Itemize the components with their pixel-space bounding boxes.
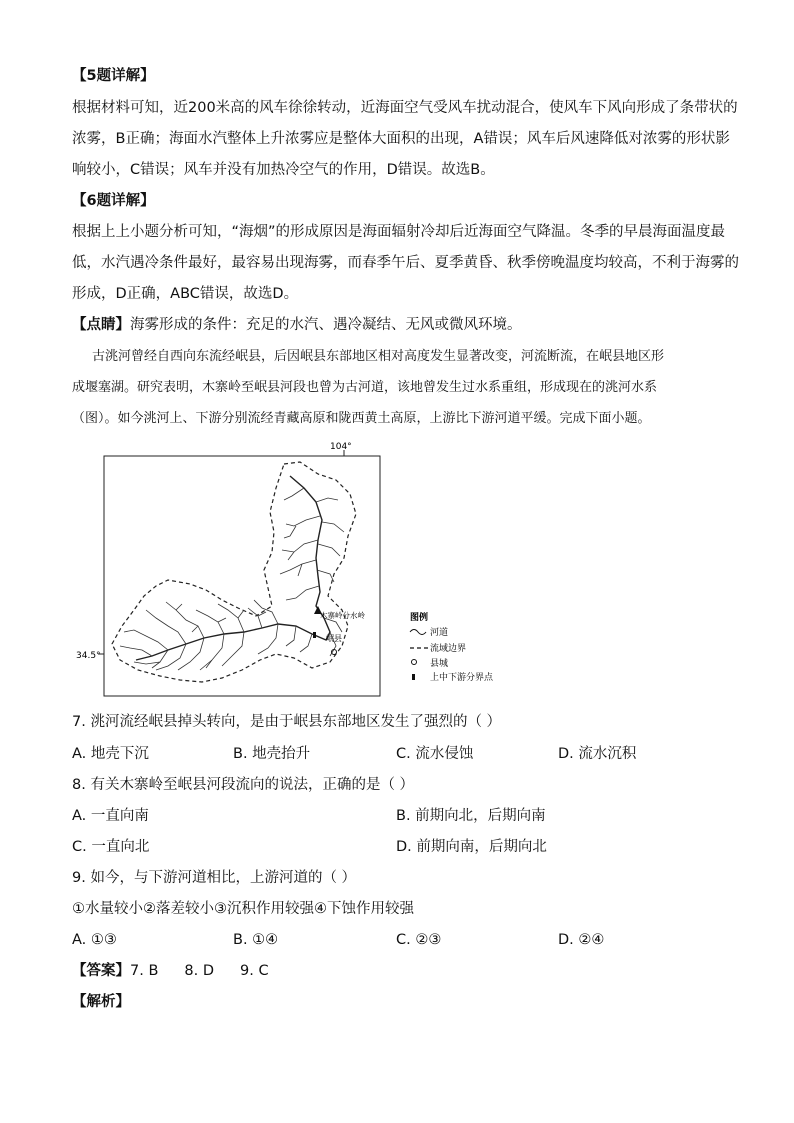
q7-option-b: B. 地壳抬升 (233, 746, 311, 762)
legend-county: 县城 (430, 659, 449, 669)
passage-line-2: 成堰塞湖。研究表明，木寨岭至岷县河段也曾为古河道，该地曾发生过水系重组，形成现在的洮河水系 (72, 380, 658, 395)
analysis-label: 【解析】 (72, 994, 130, 1010)
q8-option-a: A. 一直向南 (72, 808, 149, 824)
q5-line-3: 响较小，C错误；风车并没有加热冷空气的作用，D错误。故选B。 (72, 162, 495, 178)
q6-line-2: 低，水汽遇冷条件最好，最容易出现海雾，而春季午后、夏季黄昏、秋季傍晚温度均较高，不利于海雾的 (72, 255, 739, 271)
latitude-label: 34.5° (76, 651, 101, 661)
q7-option-d: D. 流水沉积 (558, 746, 637, 762)
q9-statements: ①水量较小②落差较小③沉积作用较强④下蚀作用较强 (72, 901, 414, 917)
q9-option-a: A. ①③ (72, 932, 117, 948)
answer-label: 【答案】 (72, 963, 130, 979)
passage-line-3: （图）。如今洮河上、下游分别流经青藏高原和陇西黄土高原，上游比下游河道平缓。完成下面小题。 (72, 411, 651, 426)
q7-stem: 7. 洮河流经岷县掉头转向，是由于岷县东部地区发生了强烈的（ ） (72, 714, 502, 730)
tributaries-north (280, 488, 344, 600)
q6-heading: 【6题详解】 (72, 193, 155, 209)
dianjing-text: 海雾形成的条件：充足的水汽、遇冷凝结、无风或微风环境。 (130, 317, 522, 333)
map-legend (410, 611, 494, 683)
q8-stem: 8. 有关木寨岭至岷县河段流向的说法，正确的是（ ） (72, 777, 415, 793)
county-label: 岷县 (326, 634, 342, 643)
answer-7: 7. B (130, 963, 159, 979)
answer-line (72, 961, 269, 981)
q6-line-1: 根据上上小题分析可知，“海烟”的形成原因是海面辐射冷却后近海面空气降温。冬季的早晨海面温度最 (72, 224, 726, 240)
q5-line-2: 浓雾，B正确；海面水汽整体上升浓雾应是整体大面积的出现，A错误；风车后风速降低对浓雾的形状影 (72, 131, 730, 147)
pass-label: 木寨岭分水岭 (320, 611, 365, 620)
q9-option-c: C. ②③ (396, 932, 442, 948)
taohe-basin-map (72, 440, 512, 702)
legend-division: 上中下游分界点 (430, 673, 494, 683)
division-point-marker (313, 632, 316, 638)
answer-8: 8. D (184, 963, 215, 979)
passage-line-1: 古洮河曾经自西向东流经岷县，后因岷县东部地区相对高度发生显著改变，河流断流，在岷县地区形 (92, 349, 665, 364)
q5-heading: 【5题详解】 (72, 68, 155, 84)
q8-option-c: C. 一直向北 (72, 839, 150, 855)
answer-9: 9. C (240, 963, 269, 979)
legend-county-symbol (412, 660, 417, 665)
legend-river-symbol (410, 630, 426, 635)
q6-line-3: 形成，D正确，ABC错误，故选D。 (72, 286, 299, 302)
q8-option-d: D. 前期向南，后期向北 (396, 839, 547, 855)
q9-option-d: D. ②④ (558, 932, 605, 948)
q9-option-b: B. ①④ (233, 932, 279, 948)
tributaries-west (120, 600, 278, 670)
basin-boundary (112, 462, 356, 682)
longitude-label: 104° (330, 442, 352, 452)
legend-title: 图例 (410, 613, 429, 623)
legend-division-symbol (412, 674, 415, 680)
map-frame (104, 456, 380, 696)
dianjing-label: 【点睛】 (72, 317, 130, 333)
dianjing (72, 315, 522, 335)
legend-boundary: 流域边界 (430, 644, 467, 654)
q5-line-1: 根据材料可知，近200米高的风车徐徐转动，近海面空气受风车扰动混合，使风车下风向形成了条带状的 (72, 100, 738, 116)
q9-stem: 9. 如今，与下游河道相比，上游河道的（ ） (72, 870, 357, 886)
q8-option-b: B. 前期向北，后期向南 (396, 808, 546, 824)
q7-option-c: C. 流水侵蚀 (396, 746, 474, 762)
q7-option-a: A. 地壳下沉 (72, 746, 149, 762)
legend-river: 河道 (430, 628, 449, 638)
